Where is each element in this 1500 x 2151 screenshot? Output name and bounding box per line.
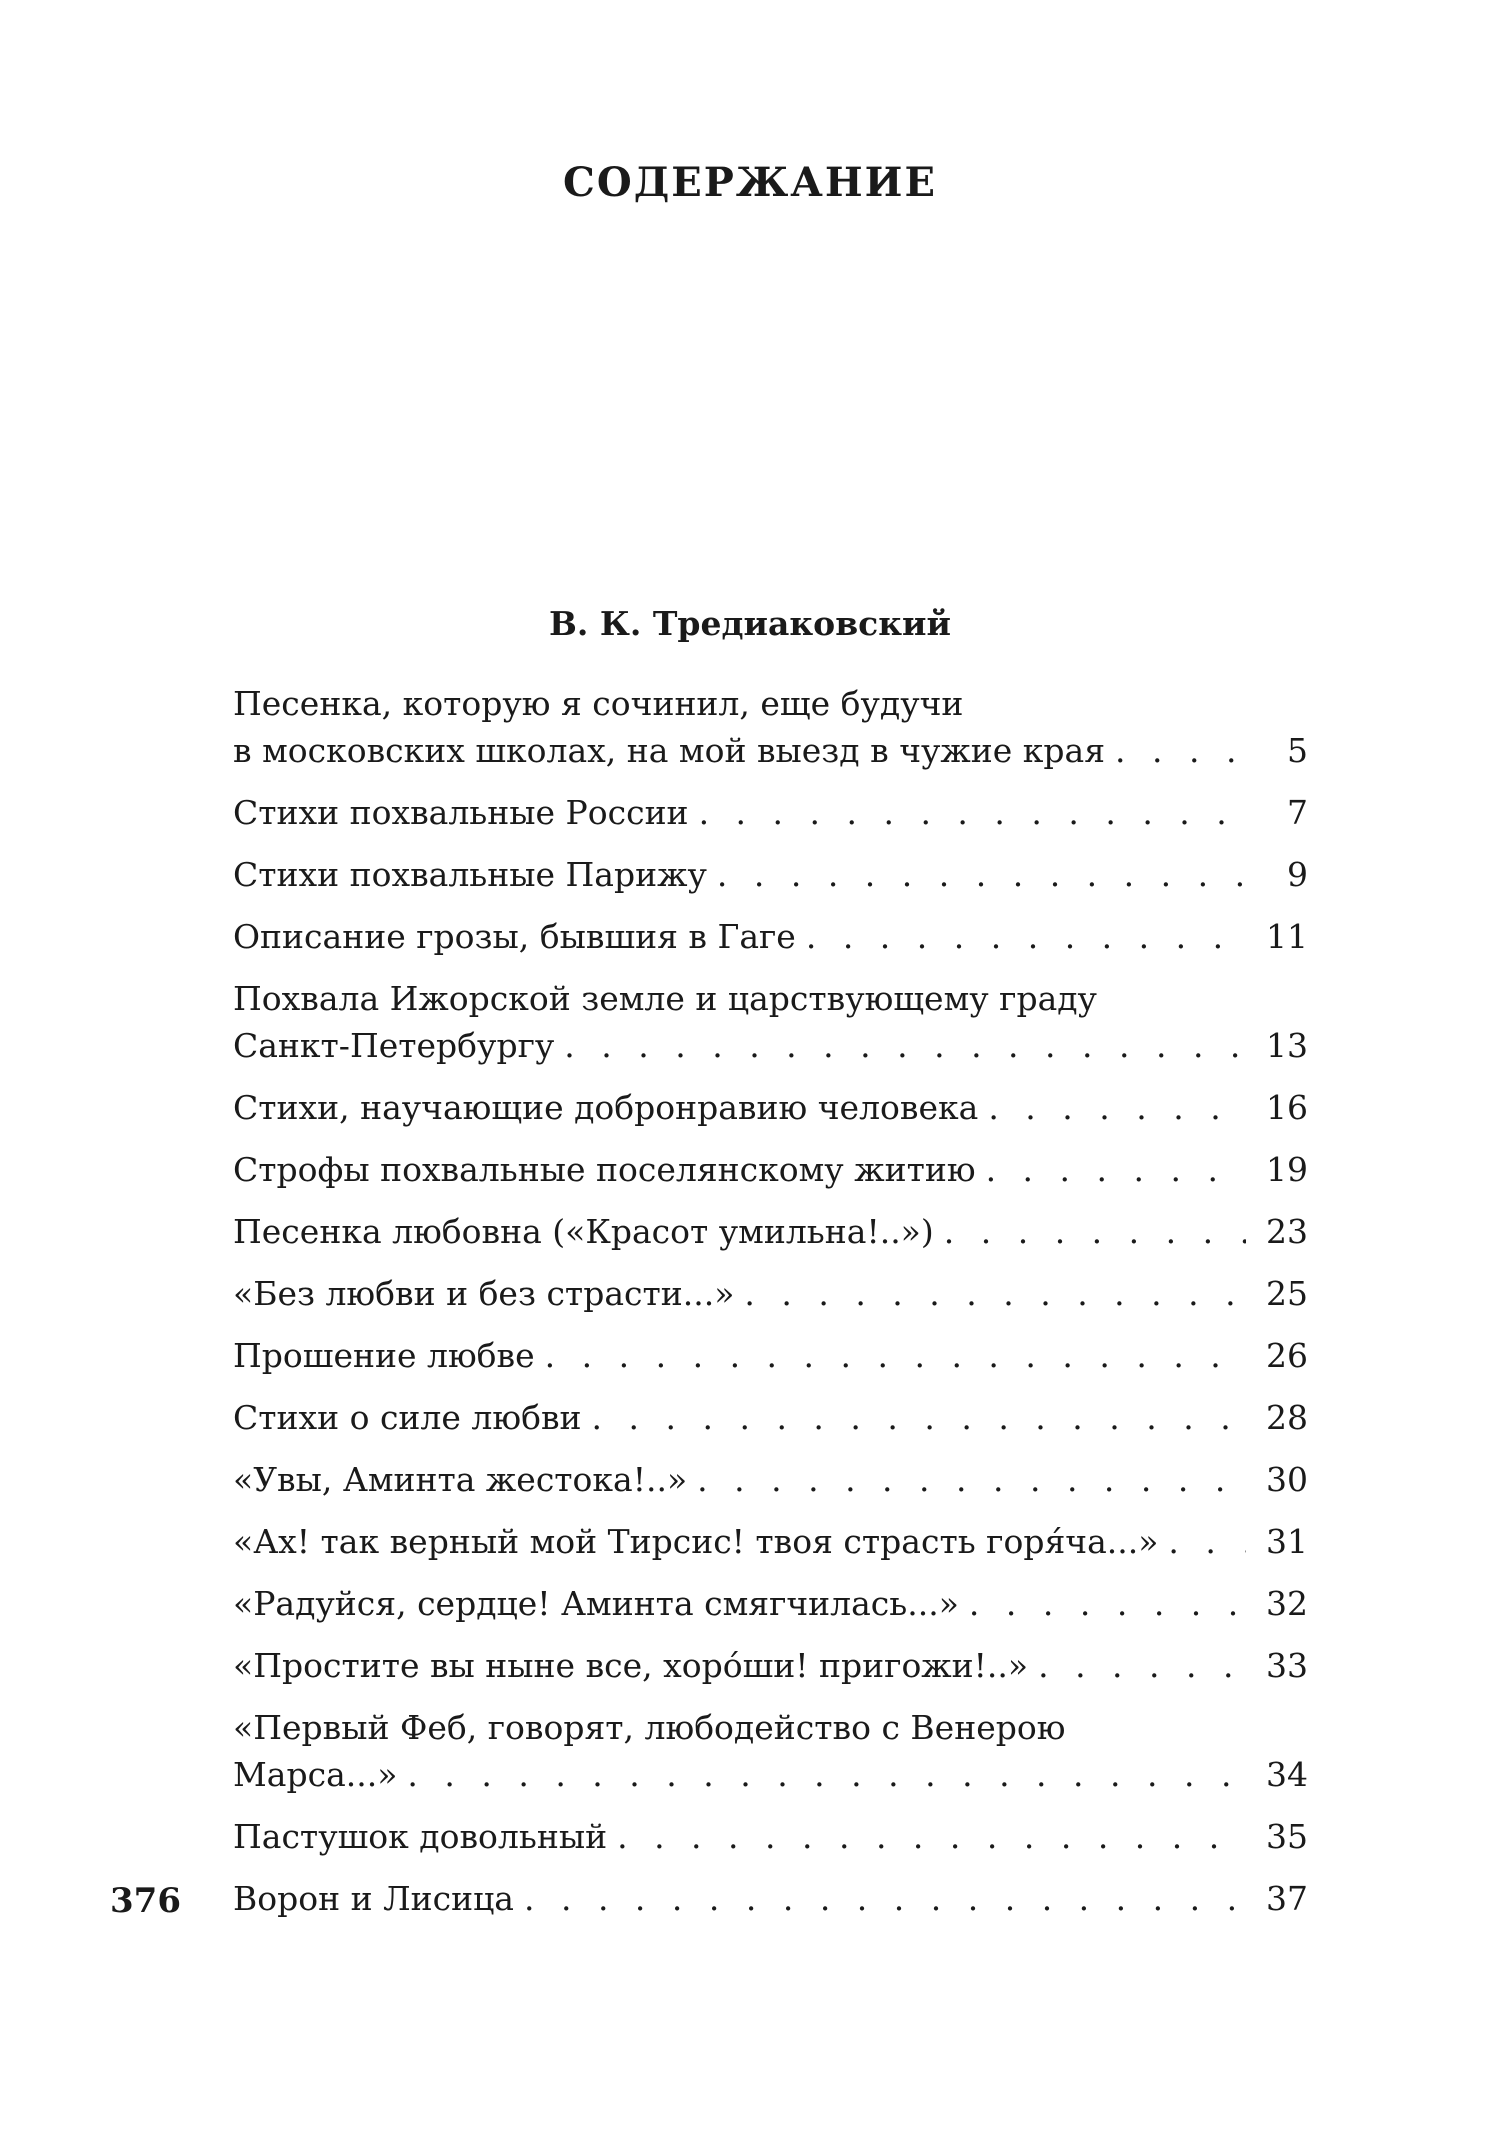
- toc-entry: [233, 1270, 1308, 1317]
- dot-leader: [1038, 1642, 1246, 1689]
- toc-entry-page-number: 32: [1266, 1584, 1308, 1623]
- toc-entry-row: [233, 727, 1308, 774]
- toc-entry-title-line: Песенка, которую я сочинил, еще будучи: [233, 684, 964, 723]
- toc-entry-page-number: 34: [1266, 1755, 1308, 1794]
- toc-entry-row: [233, 1022, 1308, 1069]
- toc-entry-page-number: 28: [1266, 1398, 1308, 1437]
- toc-entry-title-line: Марса...»: [233, 1755, 398, 1794]
- toc-entry-page-number: 33: [1266, 1646, 1308, 1685]
- toc-entry-title-line: «Ах! так верный мой Тирсис! твоя страсть горя́ча...»: [233, 1522, 1159, 1561]
- toc-entry: [233, 1704, 1308, 1798]
- toc-entry: [233, 1518, 1308, 1565]
- toc-entry-title-line: «Без любви и без страсти...»: [233, 1274, 735, 1313]
- toc-entry-page-number: 30: [1266, 1460, 1308, 1499]
- toc-entry-title-line: Санкт-Петербургу: [233, 1026, 555, 1065]
- dot-leader: [717, 851, 1246, 898]
- toc-entry-page-number: 35: [1266, 1817, 1308, 1856]
- toc-entry-page-number: 31: [1266, 1522, 1308, 1561]
- toc-entry-row: [233, 1456, 1308, 1503]
- toc-entry-row: [233, 1580, 1308, 1627]
- dot-leader: [988, 1084, 1246, 1131]
- dot-leader: [592, 1394, 1246, 1441]
- toc-entry: [233, 975, 1308, 1069]
- page-number: 376: [110, 1881, 181, 1921]
- toc-entry-title-line: Стихи, научающие добронравию человека: [233, 1088, 979, 1127]
- dot-leader: [617, 1813, 1246, 1860]
- toc-entry-page-number: 37: [1266, 1879, 1308, 1918]
- toc-entry-title-line: «Первый Феб, говорят, любодейство с Венерою: [233, 1708, 1066, 1747]
- toc-entry: [233, 1875, 1308, 1922]
- toc-entry-title-line: Пастушок довольный: [233, 1817, 608, 1856]
- dot-leader: [1168, 1518, 1246, 1565]
- toc-entry-row: [233, 1270, 1308, 1317]
- toc-entry: [233, 913, 1308, 960]
- toc-entry: [233, 1084, 1308, 1131]
- toc-entry-row: [233, 1208, 1308, 1255]
- dot-leader: [407, 1751, 1246, 1798]
- toc-entry-row: [233, 1146, 1308, 1193]
- page-title: СОДЕРЖАНИЕ: [563, 159, 937, 206]
- toc-entry: [233, 1146, 1308, 1193]
- toc-entry: [233, 1813, 1308, 1860]
- toc-entry-row: [233, 913, 1308, 960]
- toc-entry-row: [233, 789, 1308, 836]
- toc-entry-row: [233, 1875, 1308, 1922]
- toc-entry-row: [233, 1642, 1308, 1689]
- toc-entry-page-number: 7: [1287, 793, 1308, 832]
- toc-entry-title-line: в московских школах, на мой выезд в чужие края: [233, 731, 1106, 770]
- toc-entry-page-number: 11: [1266, 917, 1308, 956]
- dot-leader: [969, 1580, 1246, 1627]
- dot-leader: [986, 1146, 1246, 1193]
- toc-entry-row: [233, 1084, 1308, 1131]
- toc-entry-title-line: «Простите вы ныне все, хоро́ши! пригожи!..»: [233, 1646, 1029, 1685]
- toc-entry-title-line: Строфы похвальные поселянскому житию: [233, 1150, 976, 1189]
- toc-entry-page-number: 16: [1266, 1088, 1308, 1127]
- toc-entry-row: [233, 1813, 1308, 1860]
- toc-entry: [233, 1332, 1308, 1379]
- dot-leader: [697, 1456, 1246, 1503]
- author-heading: В. К. Тредиаковский: [549, 604, 951, 643]
- toc-entry: [233, 680, 1308, 774]
- dot-leader: [744, 1270, 1246, 1317]
- table-of-contents: [233, 680, 1308, 1937]
- toc-entry-page-number: 13: [1266, 1026, 1308, 1065]
- toc-entry-row: [233, 1394, 1308, 1441]
- toc-entry: [233, 1580, 1308, 1627]
- toc-entry-title-line: Стихи похвальные Парижу: [233, 855, 707, 894]
- toc-entry-row: [233, 1751, 1308, 1798]
- dot-leader: [1115, 727, 1246, 774]
- toc-entry-row: [233, 851, 1308, 898]
- toc-entry-page-number: 19: [1266, 1150, 1308, 1189]
- toc-entry-row: [233, 1332, 1308, 1379]
- toc-entry-page-number: 5: [1287, 731, 1308, 770]
- dot-leader: [944, 1208, 1246, 1255]
- toc-entry-title-line: «Увы, Аминта жестока!..»: [233, 1460, 688, 1499]
- toc-entry-title-line: Прошение любве: [233, 1336, 535, 1375]
- toc-entry-title-line: Описание грозы, бывшия в Гаге: [233, 917, 796, 956]
- toc-entry-page-number: 23: [1266, 1212, 1308, 1251]
- toc-entry-row: [233, 1518, 1308, 1565]
- dot-leader: [545, 1332, 1246, 1379]
- dot-leader: [564, 1022, 1246, 1069]
- toc-entry-title-line: Стихи похвальные России: [233, 793, 689, 832]
- toc-entry: [233, 1394, 1308, 1441]
- dot-leader: [699, 789, 1246, 836]
- toc-entry-page-number: 26: [1266, 1336, 1308, 1375]
- toc-entry: [233, 1208, 1308, 1255]
- toc-entry: [233, 1456, 1308, 1503]
- toc-entry-title-line: «Радуйся, сердце! Аминта смягчилась...»: [233, 1584, 959, 1623]
- toc-entry: [233, 789, 1308, 836]
- toc-entry: [233, 1642, 1308, 1689]
- dot-leader: [524, 1875, 1246, 1922]
- toc-entry-title-line: Стихи о силе любви: [233, 1398, 582, 1437]
- toc-entry-page-number: 9: [1287, 855, 1308, 894]
- toc-entry: [233, 851, 1308, 898]
- toc-entry-title-line: Похвала Ижорской земле и царствующему граду: [233, 979, 1097, 1018]
- dot-leader: [806, 913, 1246, 960]
- toc-entry-title-line: Ворон и Лисица: [233, 1879, 514, 1918]
- toc-entry-page-number: 25: [1266, 1274, 1308, 1313]
- toc-entry-title-line: Песенка любовна («Красот умильна!..»): [233, 1212, 934, 1251]
